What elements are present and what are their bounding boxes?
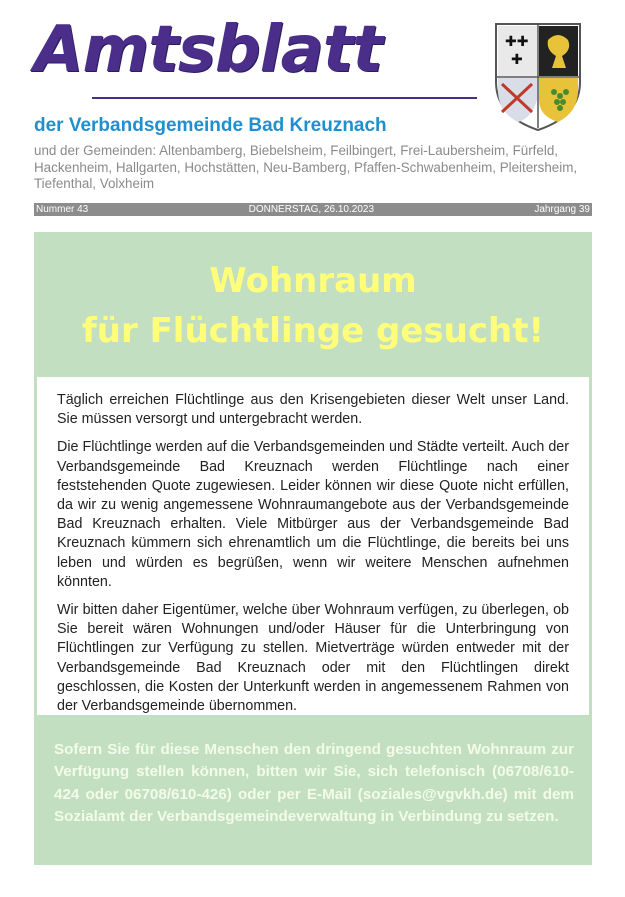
masthead-subtitle: der Verbandsgemeinde Bad Kreuznach (34, 115, 387, 136)
municipalities-list: und der Gemeinden: Altenbamberg, Biebelsheim, Feilbingert, Frei-Laubersheim, Fürfeld, Hackenheim, Hallgarten, Hochstätten, Neu-Bamberg, Pfaffen-Schwabenheim, Pleitersheim, Tiefenthal, Volxheim (34, 143, 578, 191)
article-paragraph: Die Flüchtlinge werden auf die Verbandsgemeinden und Städte verteilt. Auch der Verbandsgemeinde Bad Kreuznach werden Flüchtlinge nach einer feststehenden Quote zugewiesen. Leider können wir diese Quote nicht erfüllen, da wir zu wenig angemessene Wohnraumangebote aus der Verbandsgemeinde Bad Kreuznach erhalten. Viele Mitbürger aus der Verbandsgemeinde Bad Kreuznach kümmern sich ehrenamtlich um die Flüchtlinge, die bereits bei uns leben und würden es begrüßen, wenn wir weitere Menschen aufnehmen könnten. (57, 439, 569, 590)
svg-text:✚: ✚ (511, 52, 523, 68)
headline-line-1: Wohnraum (209, 261, 417, 301)
issue-date: DONNERSTAG, 26.10.2023 (248, 204, 375, 215)
article-paragraph: Wir bitten daher Eigentümer, welche über Wohnraum verfügen, zu überlegen, ob Sie bereit wären Wohnungen und/oder Häuser für die Unterbringung von Flüchtlingen zur Verfügung zu stellen. Mietverträge würden entweder mit der Verbandsgemeinde Bad Kreuznach oder mit den Flüchtlingen direkt geschlossen, die Kosten der Unterkunft werden in angemessenem Rahmen von der Verbandsgemeinde übernommen. (57, 602, 569, 715)
issue-volume: Jahrgang 39 (534, 204, 590, 215)
issue-bar (34, 203, 592, 216)
masthead-rule (92, 97, 477, 99)
svg-text:✚✚: ✚✚ (505, 34, 529, 50)
issue-number: Nummer 43 (36, 204, 89, 215)
article-headline (34, 256, 592, 356)
headline-line-2: für Flüchtlinge gesucht! (81, 311, 544, 351)
masthead-title: Amtsblatt (34, 13, 383, 87)
article-body (37, 377, 589, 715)
article-box (34, 232, 592, 865)
contact-appeal: Sofern Sie für diese Menschen den dringend gesuchten Wohnraum zur Verfügung stellen können, bitten wir Sie, sich telefonisch (06708/610-424 oder 06708/610-426) oder per E-Mail (soziales@vgvkh.de) mit dem Sozialamt der Verbandsgemeindeverwaltung in Verbindung zu setzen. (54, 741, 574, 826)
coat-of-arms-icon (492, 20, 584, 132)
article-paragraph: Täglich erreichen Flüchtlinge aus den Krisengebieten dieser Welt unser Land. Sie müssen versorgt und untergebracht werden. (57, 392, 569, 428)
